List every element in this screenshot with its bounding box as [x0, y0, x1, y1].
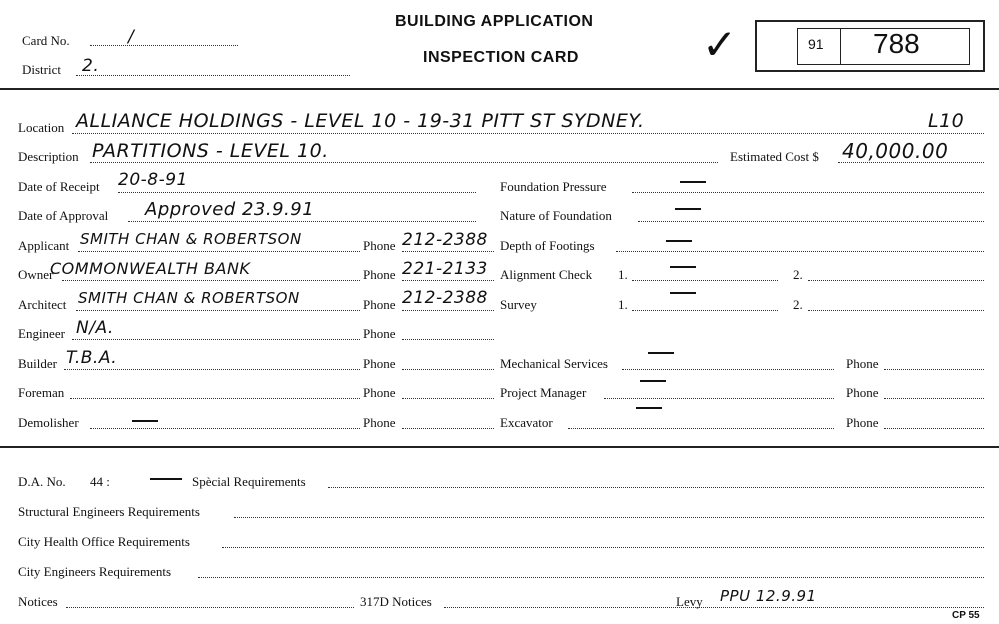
builder-label: Builder — [18, 356, 57, 371]
alignment-num-2: 2. — [793, 267, 803, 282]
city-eng-req-label: City Engineers Requirements — [18, 564, 172, 579]
box-large-number: 788 — [873, 28, 920, 59]
engineer-phone-line — [402, 339, 494, 340]
builder-line — [64, 369, 360, 370]
project-manager-phone-label: Phone — [846, 385, 879, 400]
mechanical-phone-label: Phone — [846, 356, 879, 371]
owner-value: COMMONWEALTH BANK — [50, 259, 251, 278]
receipt-label: Date of Receipt — [18, 179, 100, 194]
demolisher-line — [90, 428, 360, 429]
box-divider — [840, 28, 841, 65]
notices-317d-line — [444, 607, 984, 608]
demolisher-label: Demolisher — [18, 415, 79, 430]
approval-line — [128, 221, 476, 222]
foundation-pressure-dash — [680, 181, 706, 183]
levy-value: PPU 12.9.91 — [720, 587, 817, 605]
location-suffix: L10 — [928, 110, 965, 132]
description-line — [90, 162, 718, 163]
alignment-line-1 — [632, 280, 778, 281]
architect-line — [76, 310, 360, 311]
applicant-line — [78, 251, 360, 252]
survey-num-1: 1. — [618, 297, 628, 312]
box-small-number: 91 — [808, 36, 824, 52]
notices-label: Notices — [18, 594, 58, 609]
special-req-label: Spècial Requirements — [192, 474, 306, 489]
depth-footings-dash — [666, 240, 692, 242]
architect-phone-value: 212-2388 — [402, 288, 488, 308]
middle-divider — [0, 446, 999, 448]
alignment-line-2 — [808, 280, 984, 281]
district-line — [76, 75, 350, 76]
excavator-line — [568, 428, 834, 429]
form-code: CP 55 — [952, 610, 980, 621]
foreman-phone-label: Phone — [363, 385, 396, 400]
mechanical-dash — [648, 352, 674, 354]
top-divider — [0, 88, 999, 90]
title-line-1: BUILDING APPLICATION — [395, 13, 594, 30]
estimated-cost-value: 40,000.00 — [842, 139, 949, 163]
health-req-line — [222, 547, 984, 548]
survey-label: Survey — [500, 297, 537, 312]
mechanical-line — [622, 369, 834, 370]
owner-phone-line — [402, 280, 494, 281]
architect-value: SMITH CHAN & ROBERTSON — [78, 289, 300, 307]
engineer-value: N/A. — [76, 318, 114, 338]
excavator-label: Excavator — [500, 415, 553, 430]
da-label: D.A. No. — [18, 474, 66, 489]
foreman-phone-line — [402, 398, 494, 399]
card-no-label: Card No. — [22, 33, 70, 48]
project-manager-line — [604, 398, 834, 399]
nature-foundation-label: Nature of Foundation — [500, 208, 612, 223]
applicant-label: Applicant — [18, 238, 70, 253]
excavator-phone-line — [884, 428, 984, 429]
depth-footings-label: Depth of Footings — [500, 238, 595, 253]
health-req-label: City Health Office Requirements — [18, 534, 190, 549]
card-no-line — [90, 45, 238, 46]
survey-line-1 — [632, 310, 778, 311]
engineer-label: Engineer — [18, 326, 65, 341]
survey-dash — [670, 292, 696, 294]
da-dash — [150, 478, 182, 480]
survey-num-2: 2. — [793, 297, 803, 312]
project-manager-dash — [640, 380, 666, 382]
card-no-value: / — [128, 27, 135, 47]
alignment-dash — [670, 266, 696, 268]
applicant-value: SMITH CHAN & ROBERTSON — [80, 230, 302, 248]
engineer-phone-label: Phone — [363, 326, 396, 341]
approval-value: Approved 23.9.91 — [145, 199, 315, 220]
architect-label: Architect — [18, 297, 67, 312]
receipt-value: 20-8-91 — [118, 170, 188, 190]
project-manager-label: Project Manager — [500, 385, 587, 400]
applicant-phone-value: 212-2388 — [402, 230, 488, 250]
demolisher-phone-label: Phone — [363, 415, 396, 430]
architect-phone-line — [402, 310, 494, 311]
architect-phone-label: Phone — [363, 297, 396, 312]
excavator-dash — [636, 407, 662, 409]
owner-phone-label: Phone — [363, 267, 396, 282]
foundation-pressure-label: Foundation Pressure — [500, 179, 607, 194]
levy-label: Levy — [676, 594, 703, 609]
owner-label: Owner — [18, 267, 54, 282]
alignment-label: Alignment Check — [500, 267, 593, 282]
description-value: PARTITIONS - LEVEL 10. — [92, 140, 329, 162]
da-value: 44 : — [90, 474, 110, 489]
location-line — [72, 133, 984, 134]
foreman-label: Foreman — [18, 385, 65, 400]
demolisher-dash — [132, 420, 158, 422]
alignment-num-1: 1. — [618, 267, 628, 282]
applicant-phone-line — [402, 251, 494, 252]
excavator-phone-label: Phone — [846, 415, 879, 430]
location-value: ALLIANCE HOLDINGS - LEVEL 10 - 19-31 PITT ST SYDNEY. — [76, 110, 645, 132]
description-label: Description — [18, 149, 79, 164]
notices-317d-label: 317D Notices — [360, 594, 432, 609]
receipt-line — [118, 192, 476, 193]
district-value: 2. — [82, 56, 100, 76]
applicant-phone-label: Phone — [363, 238, 396, 253]
foreman-line — [70, 398, 360, 399]
mechanical-phone-line — [884, 369, 984, 370]
builder-phone-line — [402, 369, 494, 370]
special-req-line — [328, 487, 984, 488]
nature-foundation-line — [638, 221, 984, 222]
title-line-2: INSPECTION CARD — [423, 49, 579, 66]
depth-footings-line — [616, 251, 984, 252]
structural-req-line — [234, 517, 984, 518]
nature-foundation-dash — [675, 208, 701, 210]
estimated-cost-label: Estimated Cost $ — [730, 149, 819, 164]
survey-line-2 — [808, 310, 984, 311]
demolisher-phone-line — [402, 428, 494, 429]
check-mark-icon: ✓ — [702, 20, 738, 69]
builder-phone-label: Phone — [363, 356, 396, 371]
structural-req-label: Structural Engineers Requirements — [18, 504, 200, 519]
owner-phone-value: 221-2133 — [402, 259, 488, 279]
mechanical-label: Mechanical Services — [500, 356, 608, 371]
owner-line — [62, 280, 360, 281]
engineer-line — [72, 339, 360, 340]
city-eng-req-line — [198, 577, 984, 578]
builder-value: T.B.A. — [66, 348, 118, 368]
foundation-pressure-line — [632, 192, 984, 193]
approval-label: Date of Approval — [18, 208, 109, 223]
notices-line — [66, 607, 354, 608]
project-manager-phone-line — [884, 398, 984, 399]
district-label: District — [22, 62, 61, 77]
location-label: Location — [18, 120, 65, 135]
